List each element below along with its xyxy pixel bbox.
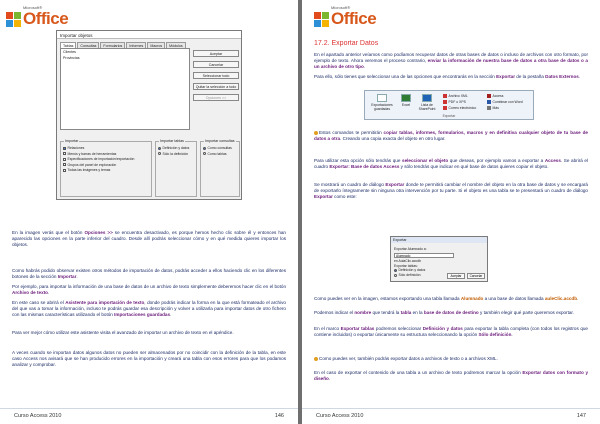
paragraph: En el apartado anterior veíamos como podíamos recuperar datos de otras bases de datos o incluso de archivos con otro formato, por ejemplo de texto. Ahora veremos el proceso contrario, enviar la información de nuestra base de datos a otra base de datos o a un archivo de otro tipo. xyxy=(314,52,588,70)
export-ribbon-group xyxy=(364,90,534,120)
select-all-button[interactable]: Seleccionar todo xyxy=(193,72,239,79)
left-page xyxy=(0,0,298,424)
list-item[interactable]: Clientes xyxy=(63,50,76,54)
import-queries-title: Importar consultas xyxy=(205,139,235,143)
import-queries-group xyxy=(200,141,240,197)
sharepoint-button[interactable]: Lista de SharePoint xyxy=(415,94,439,111)
office-logo xyxy=(6,6,68,27)
menus-checkbox[interactable]: Menús y barras de herramientas xyxy=(63,152,149,156)
ribbon-group-label: Exportar xyxy=(442,114,456,118)
dialog-title: Importar objetos xyxy=(57,31,241,39)
paragraph: En el marco Exportar tablas podremos seleccionar Definición y datos para exportar la tabla completa (con todos los registros que contiene incluidos) o exportar únicamente su estructura seleccionando la opción Sólo definición. xyxy=(314,326,588,338)
paragraph: En el caso de exportar el contenido de una tabla a un archivo de texto podremos marcar la opción Exportar datos con formato y diseño. xyxy=(314,370,588,382)
options-button[interactable]: Opciones >> xyxy=(193,94,239,101)
paragraph: Por ejemplo, para importar la información de una base de datos de un archivo de texto simplemente deberemos hacer clic en el botón Archivo de texto. xyxy=(12,284,286,296)
right-page xyxy=(302,0,600,424)
specs-checkbox[interactable]: Especificaciones de importación/exportación xyxy=(63,157,149,161)
as-queries-radio[interactable]: Como consultas xyxy=(203,146,237,150)
more-icon xyxy=(487,106,491,110)
definition-data-radio[interactable]: Definición y datos xyxy=(158,146,194,150)
definition-only-radio[interactable]: Sólo definición xyxy=(394,273,421,277)
logo-office: Office xyxy=(331,9,377,28)
bulb-icon xyxy=(314,357,318,361)
paragraph: A veces cuando se importan datos algunos datos no pueden ser almacenados por no coincidir con la definición de la tabla, en este caso Access nos avisará que se han producido errores en la importación y creará una tabla con esos errores para que los podamos analizar y comprobar. xyxy=(12,350,286,368)
word-icon xyxy=(487,100,491,104)
tab-tablas[interactable]: Tablas xyxy=(60,42,76,49)
logo-microsoft: Microsoft® xyxy=(331,5,351,10)
email-button[interactable]: Correo electrónico xyxy=(443,106,476,110)
paragraph: En este caso se abrirá el Asistente para importación de texto, donde podrás indicar la forma en la que está formateado el archivo del que vas a tomar la información, incluso te podrás guardar esa descripción y volver a utilizarla para importar datos de otro fichero con las mismas características utilizando el botón Importaciones guardadas. xyxy=(12,300,286,318)
export-label: Exportar Alumnado a: xyxy=(394,247,427,251)
paragraph: Se mostrará un cuadro de diálogo Exportar donde te permitirá cambiar el nombre del objeto en la otra base de datos y se encargará de exportarlo íntegramente sin ninguna otra intervención por tu parte. Si el objeto es una tabla se te presentará un cuadro de diálogo Exportar como este: xyxy=(314,182,588,200)
pdf-button[interactable]: PDF o XPS xyxy=(443,100,466,104)
list-item[interactable]: Provincias xyxy=(63,56,80,60)
sharepoint-icon xyxy=(422,94,432,102)
saved-exports-icon xyxy=(377,94,387,102)
word-merge-button[interactable]: Combinar con Word xyxy=(487,100,523,104)
pdf-icon xyxy=(443,100,447,104)
database-label: en AulaClic.accdb xyxy=(394,259,421,263)
accept-button[interactable]: Aceptar xyxy=(193,50,239,57)
cancel-button[interactable]: Cancelar xyxy=(193,61,239,68)
definition-data-radio[interactable]: Definición y datos xyxy=(394,268,425,272)
paragraph: Para ver mejor cómo utilizar este asistente visita el avanzado de importar un archivo de texto en el apéndice. xyxy=(12,330,234,335)
paragraph: Como puedes ver, también podrás exportar datos a archivos de texto o a archivos XML. xyxy=(314,356,588,362)
page-number: 147 xyxy=(576,413,586,419)
xml-icon xyxy=(443,94,447,98)
office-logo xyxy=(314,6,376,27)
logo-microsoft: Microsoft® xyxy=(23,5,43,10)
footer xyxy=(0,408,298,424)
course-name: Curso Access 2010 xyxy=(316,413,364,419)
import-group xyxy=(60,141,152,197)
footer xyxy=(302,408,600,424)
section-heading: 17.2. Exportar Datos xyxy=(314,40,379,47)
page-number: 146 xyxy=(274,413,284,419)
import-tables-group xyxy=(155,141,197,197)
office-logo-icon xyxy=(314,12,329,27)
paragraph: Podemos indicar el nombre que tendrá la tabla en la base de datos de destino y también elegir qué parte queremos exportar. xyxy=(314,310,574,315)
saved-exports-button[interactable]: Exportaciones guardadas xyxy=(369,94,395,111)
table-name-input[interactable]: Alumnado xyxy=(394,253,454,258)
course-name: Curso Access 2010 xyxy=(14,413,62,419)
more-button[interactable]: Más xyxy=(487,106,499,110)
access-button[interactable]: Access xyxy=(487,94,503,98)
email-icon xyxy=(443,106,447,110)
paragraph: Como habrás podido observar existen otros métodos de importación de datos, podrás acceder a ellos haciendo clic en los diferentes botones de la sección Importar. xyxy=(12,268,286,280)
definition-only-radio[interactable]: Sólo la definición xyxy=(158,152,194,156)
deselect-all-button[interactable]: Quitar la selección a todo xyxy=(193,83,239,90)
office-logo-icon xyxy=(6,12,21,27)
import-objects-dialog xyxy=(56,30,242,200)
tab-formularios[interactable]: Formularios xyxy=(100,42,125,49)
bulb-icon xyxy=(314,131,318,135)
xml-button[interactable]: Archivo XML xyxy=(443,94,468,98)
paragraph: Como puedes ver en la imagen, estamos exportando una tabla llamada Alumnado a una base de datos llamada auleClic.accdb. xyxy=(314,296,579,301)
export-dialog-title: Exportar xyxy=(391,237,487,243)
images-checkbox[interactable]: Todas las imágenes y temas xyxy=(63,168,149,172)
objects-list[interactable] xyxy=(60,48,190,130)
tab-consultas[interactable]: Consultas xyxy=(77,42,99,49)
excel-icon xyxy=(401,94,411,102)
accept-button[interactable]: Aceptar xyxy=(447,273,465,279)
paragraph: En la imagen verás que el botón Opciones >> se encuentra desactivado, es porque hemos hecho clic sobre él y entonces han aparecido las opciones en la parte inferior del cuadro. Desde allí podrás seleccionar cómo y en qué medida quieres importar los objetos. xyxy=(12,230,286,248)
tab-modulos[interactable]: Módulos xyxy=(166,42,186,49)
export-dialog xyxy=(390,236,488,282)
excel-button[interactable]: Excel xyxy=(399,94,413,107)
export-tables-label: Exportar tablas: xyxy=(394,264,418,268)
nav-groups-checkbox[interactable]: Grupos del panel de exploración xyxy=(63,163,149,167)
paragraph: Para utilizar esta opción sólo tendrás que seleccionar el objeto que deseas, por ejemplo vamos a exportar a Access. Se abrirá el cuadro Exportar: Base de datos Access y sólo tendrás que indicar en qué base de datos quieres copiar el objeto. xyxy=(314,158,589,170)
import-tables-title: Importar tablas xyxy=(160,139,184,143)
tab-macros[interactable]: Macros xyxy=(147,42,165,49)
access-icon xyxy=(487,94,491,98)
relations-checkbox[interactable]: Relaciones xyxy=(63,146,149,150)
cancel-button[interactable]: Cancelar xyxy=(467,273,485,279)
logo-office: Office xyxy=(23,9,69,28)
as-tables-radio[interactable]: Como tablas xyxy=(203,152,237,156)
paragraph: Estos comandos te permitirán copiar tablas, informes, formularios, macros y en definitiva cualquier objeto de tu base de datos a otra. Creando una copia exacta del objeto en otro lugar. xyxy=(314,130,588,142)
paragraph: Para ello, sólo tienes que seleccionar una de las opciones que encontrarás en la sección Exportar de la pestaña Datos Externos. xyxy=(314,74,581,79)
tab-informes[interactable]: Informes xyxy=(126,42,146,49)
import-group-title: Importar xyxy=(65,139,79,143)
